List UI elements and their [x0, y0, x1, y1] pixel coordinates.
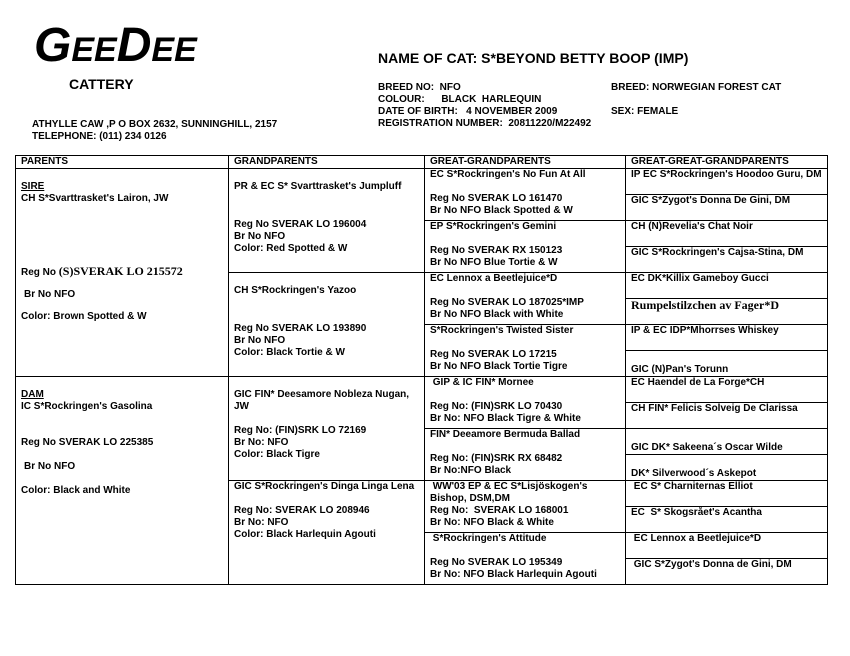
ggg-cell: EC Haendel de La Forge*CH	[626, 377, 828, 403]
ggg-cell: EC Lennox a Beetlejuice*D	[626, 533, 828, 559]
ggg-cell: GIC S*Zygot's Donna De Gini, DM	[626, 195, 828, 221]
great-grandparent-detail: Br No: NFO Black Harlequin Agouti	[430, 569, 597, 580]
great-grandparent-reg: Reg No SVERAK LO 195349	[430, 557, 563, 568]
grandparent-reg: Reg No SVERAK LO 196004	[234, 219, 367, 230]
sire-br: Br No NFO	[24, 289, 76, 300]
dam-label: DAM	[21, 389, 44, 400]
ggg-cell: CH (N)Revelia's Chat Noir	[626, 221, 828, 247]
great-grandparent-name: GIP & IC FIN* Mornee	[430, 377, 534, 388]
great-grandparent-detail: Br No NFO Black with White	[430, 309, 564, 320]
ggg-cell: CH FIN* Felicis Solveig De Clarissa	[626, 403, 828, 429]
great-grandparent-cell	[425, 533, 626, 585]
address-block	[32, 119, 277, 143]
registration-number: REGISTRATION NUMBER: 20811220/M22492	[378, 118, 592, 129]
grandparent-name: GIC S*Rockringen's Dinga Linga Lena	[234, 481, 415, 492]
ggg-cell: Rumpelstilzchen av Fager*D	[626, 299, 828, 325]
great-grandparent-name: EP S*Rockringen's Gemini	[430, 221, 557, 232]
colour: COLOUR: BLACK HARLEQUIN	[378, 94, 542, 105]
pedigree-table	[15, 155, 828, 585]
great-grandparent-reg: Reg No: SVERAK LO 168001	[430, 505, 569, 516]
great-grandparent-cell	[425, 481, 626, 533]
ggg-cell: GIC S*Zygot's Donna de Gini, DM	[626, 559, 828, 585]
sire-color: Color: Brown Spotted & W	[21, 311, 147, 322]
cattery-label: CATTERY	[69, 76, 134, 92]
cat-info-left	[378, 82, 591, 130]
cat-name: NAME OF CAT: S*BEYOND BETTY BOOP (IMP)	[378, 50, 689, 66]
grandparent-br: Br No: NFO	[234, 517, 289, 528]
dam-cell	[16, 377, 229, 585]
great-grandparent-reg: Reg No: (FIN)SRK LO 70430	[430, 401, 563, 412]
grandparent-reg: Reg No: SVERAK LO 208946	[234, 505, 370, 516]
great-grandparent-detail: Br No:NFO Black	[430, 465, 512, 476]
sire-reg: Reg No (S)SVERAK LO 215572	[21, 264, 183, 278]
grandparent-color: Color: Black Tigre	[234, 449, 320, 460]
date-of-birth: DATE OF BIRTH: 4 NOVEMBER 2009	[378, 106, 558, 117]
grandparent-cell	[229, 273, 425, 377]
dam-reg: Reg No SVERAK LO 225385	[21, 437, 154, 448]
sire-label: SIRE	[21, 181, 45, 192]
great-grandparent-name: EC Lennox a Beetlejuice*D	[430, 273, 558, 284]
great-grandparent-name: S*Rockringen's Attitude	[430, 533, 547, 544]
great-grandparent-detail: Br No: NFO Black Tigre & White	[430, 413, 581, 424]
great-grandparent-detail: Br No NFO Black Spotted & W	[430, 205, 573, 216]
ggg-cell: EC S* Skogsrået's Acantha	[626, 507, 828, 533]
grandparent-color: Color: Black Harlequin Agouti	[234, 529, 376, 540]
breed: BREED: NORWEGIAN FOREST CAT	[611, 82, 782, 93]
great-grandparent-reg: Reg No SVERAK LO 161470	[430, 193, 563, 204]
grandparent-br: Br No: NFO	[234, 437, 289, 448]
grandparent-br: Br No NFO	[234, 335, 286, 346]
great-grandparent-reg: Reg No: (FIN)SRK RX 68482	[430, 453, 563, 464]
header-great-grandparents: GREAT-GRANDPARENTS	[425, 156, 626, 169]
great-grandparent-cell	[425, 377, 626, 429]
great-grandparent-cell	[425, 273, 626, 325]
great-grandparent-name: EC S*Rockringen's No Fun At All	[430, 169, 586, 180]
great-grandparent-cell	[425, 325, 626, 377]
header-grandparents: GRANDPARENTS	[229, 156, 425, 169]
telephone-line: TELEPHONE: (011) 234 0126	[32, 131, 167, 142]
grandparent-name: CH S*Rockringen's Yazoo	[234, 285, 357, 296]
dam-name: IC S*Rockringen's Gasolina	[21, 401, 153, 412]
grandparent-reg: Reg No SVERAK LO 193890	[234, 323, 367, 334]
ggg-cell: IP & EC IDP*Mhorrses Whiskey	[626, 325, 828, 351]
grandparent-color: Color: Red Spotted & W	[234, 243, 348, 254]
great-grandparent-reg: Reg No SVERAK RX 150123	[430, 245, 563, 256]
ggg-cell: GIC DK* Sakeena´s Oscar Wilde	[626, 429, 828, 455]
great-grandparent-name: S*Rockringen's Twisted Sister	[430, 325, 574, 336]
ggg-cell: EC S* Charniternas Elliot	[626, 481, 828, 507]
great-grandparent-reg: Reg No SVERAK LO 17215	[430, 349, 557, 360]
sire-name: CH S*Svarttrasket's Lairon, JW	[21, 193, 169, 204]
great-grandparent-name: FIN* Deeamore Bermuda Ballad	[430, 429, 581, 440]
cattery-logo	[34, 19, 197, 74]
grandparent-cell	[229, 377, 425, 481]
ggg-cell: GIC (N)Pan's Torunn	[626, 351, 828, 377]
grandparent-color: Color: Black Tortie & W	[234, 347, 345, 358]
grandparent-cell	[229, 169, 425, 273]
ggg-cell: IP EC S*Rockringen's Hoodoo Guru, DM	[626, 169, 828, 195]
grandparent-cell	[229, 481, 425, 585]
dam-br: Br No NFO	[24, 461, 76, 472]
great-grandparent-detail: Br No: NFO Black & White	[430, 517, 554, 528]
breed-no: BREED NO: NFO	[378, 82, 461, 93]
ggg-cell: EC DK*Killix Gameboy Gucci	[626, 273, 828, 299]
ggg-cell: GIC S*Rockringen's Cajsa-Stina, DM	[626, 247, 828, 273]
great-grandparent-name: WW'03 EP & EC S*Lisjöskogen's Bishop, DSM,DM	[430, 481, 591, 504]
grandparent-reg: Reg No: (FIN)SRK LO 72169	[234, 425, 367, 436]
ggg-cell: DK* Silverwood´s Askepot	[626, 455, 828, 481]
great-grandparent-cell	[425, 429, 626, 481]
header-row	[16, 156, 828, 169]
grandparent-name: PR & EC S* Svarttrasket's Jumpluff	[234, 181, 402, 192]
great-grandparent-detail: Br No NFO Black Tortie Tigre	[430, 361, 568, 372]
great-grandparent-cell	[425, 169, 626, 221]
grandparent-br: Br No NFO	[234, 231, 286, 242]
sire-cell	[16, 169, 229, 377]
great-grandparent-detail: Br No NFO Blue Tortie & W	[430, 257, 558, 268]
sex: SEX: FEMALE	[611, 106, 679, 117]
cat-info-right	[611, 82, 781, 118]
header-great-great-grandparents: GREAT-GREAT-GRANDPARENTS	[626, 156, 828, 169]
address-line: ATHYLLE CAW ,P O BOX 2632, SUNNINGHILL, 2157	[32, 119, 278, 130]
grandparent-name: GIC FIN* Deesamore Nobleza Nugan, JW	[234, 389, 410, 412]
dam-color: Color: Black and White	[21, 485, 131, 496]
great-grandparent-reg: Reg No SVERAK LO 187025*IMP	[430, 297, 584, 308]
great-grandparent-cell	[425, 221, 626, 273]
logo-text: GEEDEE	[34, 19, 197, 72]
header-parents: PARENTS	[16, 156, 229, 169]
